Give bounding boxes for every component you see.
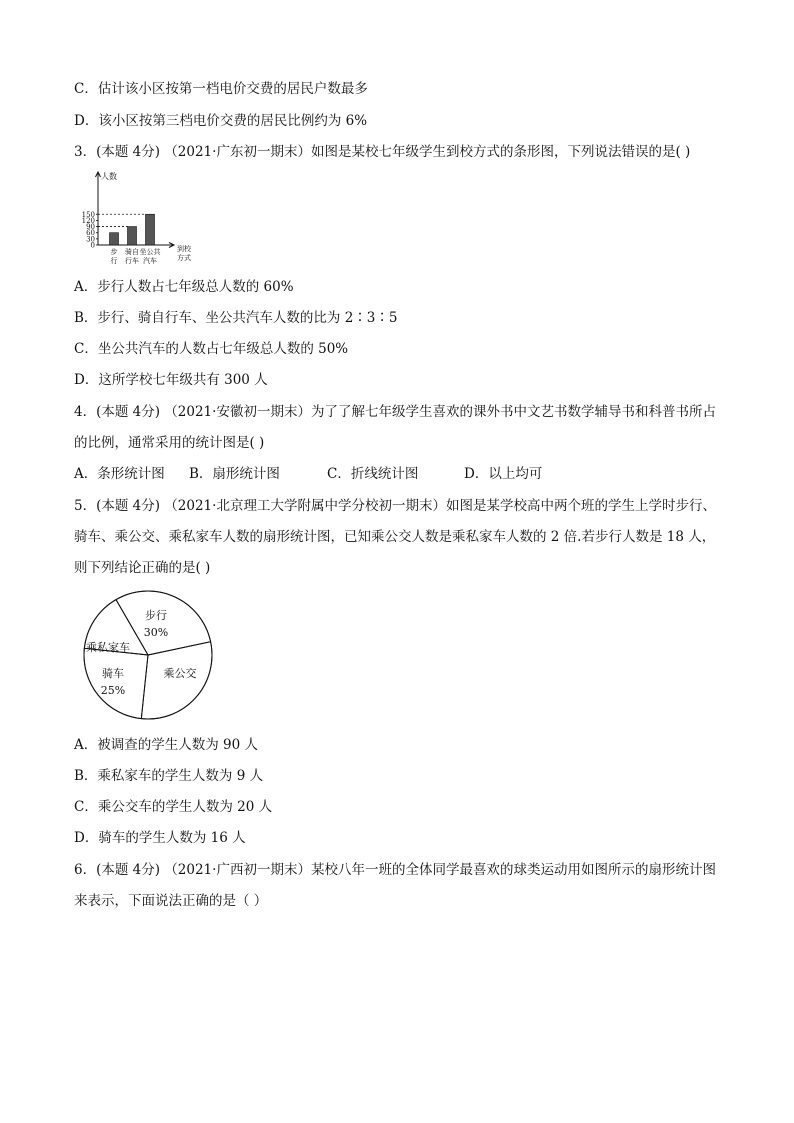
y-tick-label: 60 bbox=[86, 229, 95, 238]
q6-stem-line2: 来表示，下面说法正确的是（ ） bbox=[74, 893, 268, 909]
q4-stem-line2: 的比例，通常采用的统计图是( ) bbox=[74, 435, 265, 451]
y-tick-label: 30 bbox=[86, 235, 95, 244]
y-tick-label: 150 bbox=[81, 210, 95, 219]
q3-option-d: D．这所学校七年级共有 300 人 bbox=[74, 372, 268, 388]
y-tick-label: 0 bbox=[90, 241, 95, 250]
y-tick-label: 90 bbox=[86, 223, 95, 232]
q5-stem-line3: 则下列结论正确的是( ) bbox=[74, 560, 211, 576]
slice-label-walk: 步行 bbox=[145, 609, 167, 622]
x-axis-label: 到校 bbox=[177, 245, 191, 253]
pie-chart bbox=[76, 588, 236, 724]
category-label: 步 bbox=[110, 248, 118, 256]
slice-label-bike: 骑车 bbox=[102, 667, 124, 680]
bar bbox=[146, 214, 155, 245]
q5-stem-line1: 5．(本题 4分) （2021·北京理工大学附属中学分校初一期末）如图是某学校高中两个班的学生上学时步行、 bbox=[74, 498, 716, 514]
q4-option-c: C．折线统计图 bbox=[327, 466, 419, 482]
q5-option-a: A．被调查的学生人数为 90 人 bbox=[74, 737, 259, 753]
q5-stem-line2: 骑车、乘公交、乘私家车人数的扇形统计图，已知乘公交人数是乘私家车人数的 2 倍.若步行人数是 18 人， bbox=[74, 529, 716, 545]
q3-option-c: C．坐公共汽车的人数占七年级总人数的 50% bbox=[74, 341, 349, 357]
q6-stem-line1: 6．(本题 4分) （2021·广西初一期末）某校八年一班的全体同学最喜欢的球类运动用如图所示的扇形统计图 bbox=[74, 862, 716, 878]
q4-option-d: D．以上均可 bbox=[464, 466, 543, 482]
q4-options bbox=[74, 465, 542, 483]
x-axis-label: 方式 bbox=[177, 254, 191, 262]
q3-option-b: B．步行、骑自行车、坐公共汽车人数的比为 2∶3∶5 bbox=[74, 310, 398, 326]
category-label: 行 bbox=[110, 257, 118, 265]
q5-option-c: C．乘公交车的学生人数为 20 人 bbox=[74, 799, 273, 815]
bar bbox=[128, 227, 137, 245]
category-label: 行车 bbox=[125, 257, 139, 265]
slice-label-car: 乘私家车 bbox=[86, 641, 130, 654]
y-axis-label: 人数 bbox=[101, 172, 117, 181]
bar bbox=[110, 233, 119, 245]
category-label: 汽车 bbox=[143, 257, 157, 265]
slice-label-bus: 乘公交 bbox=[163, 667, 197, 680]
q5-option-d: D．骑车的学生人数为 16 人 bbox=[74, 830, 246, 846]
q4-option-b: B．扇形统计图 bbox=[189, 466, 280, 482]
q3-option-a: A．步行人数占七年级总人数的 60% bbox=[74, 279, 294, 295]
q2-option-d: D．该小区按第三档电价交费的居民比例约为 6% bbox=[74, 113, 368, 129]
slice-percent-walk: 30% bbox=[143, 626, 169, 639]
category-label: 坐公共 bbox=[139, 248, 161, 256]
bar-chart bbox=[80, 168, 230, 268]
y-tick-label: 120 bbox=[81, 216, 95, 225]
category-label: 骑自 bbox=[125, 248, 139, 256]
slice-percent-bike: 25% bbox=[100, 684, 126, 697]
q3-stem: 3．(本题 4分) （2021·广东初一期末）如图是某校七年级学生到校方式的条形图，下列说法错误的是( ) bbox=[74, 144, 691, 160]
q2-option-c: C．估计该小区按第一档电价交费的居民户数最多 bbox=[74, 81, 368, 97]
q4-option-a: A．条形统计图 bbox=[74, 466, 165, 482]
q4-stem-line1: 4．(本题 4分) （2021·安徽初一期末）为了了解七年级学生喜欢的课外书中文艺书数学辅导书和科普书所占 bbox=[74, 404, 716, 420]
q5-option-b: B．乘私家车的学生人数为 9 人 bbox=[74, 768, 264, 784]
